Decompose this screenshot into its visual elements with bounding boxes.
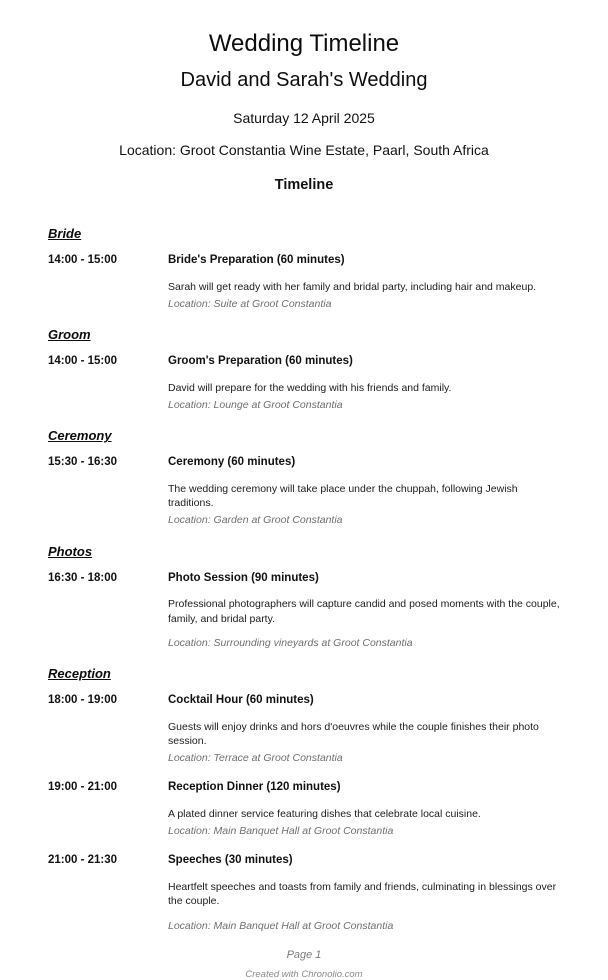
section-header: Photos xyxy=(48,543,93,559)
timeline-event xyxy=(48,254,560,311)
event-title: Reception Dinner (120 minutes) xyxy=(168,781,341,794)
credit-line: Created with Chronolio.com xyxy=(245,968,363,980)
event-location: Location: Surrounding vineyards at Groot Constantia xyxy=(168,636,413,649)
event-body xyxy=(168,781,560,838)
event-body xyxy=(168,456,560,527)
event-body xyxy=(168,572,560,650)
event-date: Saturday 12 April 2025 xyxy=(233,110,375,126)
event-time: 15:30 - 16:30 xyxy=(48,456,118,469)
event-description: Guests will enjoy drinks and hors d'oeuvres while the couple finishes their photo session. xyxy=(168,720,539,747)
section-ceremony xyxy=(48,428,560,527)
timeline-event xyxy=(48,854,560,932)
event-body xyxy=(168,694,560,765)
event-description: The wedding ceremony will take place under the chuppah, following Jewish traditions. xyxy=(168,483,518,510)
event-body xyxy=(168,854,560,932)
timeline-heading: Timeline xyxy=(274,177,334,193)
event-title: Photo Session (90 minutes) xyxy=(168,571,319,584)
section-bride xyxy=(48,226,560,311)
event-time: 14:00 - 15:00 xyxy=(48,355,118,368)
timeline-event xyxy=(48,456,560,527)
event-location: Location: Main Banquet Hall at Groot Constantia xyxy=(168,825,394,838)
event-time: 18:00 - 19:00 xyxy=(48,693,118,706)
event-time: 16:30 - 18:00 xyxy=(48,571,118,584)
section-header: Ceremony xyxy=(48,428,112,444)
event-time: 14:00 - 15:00 xyxy=(48,254,118,266)
section-reception xyxy=(48,666,560,933)
event-description: Sarah will get ready with her family and bridal party, including hair and makeup. xyxy=(168,280,537,293)
document-title: Wedding Timeline xyxy=(208,30,400,57)
section-groom xyxy=(48,327,560,412)
section-header: Groom xyxy=(48,327,91,343)
section-header: Bride xyxy=(48,226,82,241)
timeline-event xyxy=(48,781,560,838)
event-description: David will prepare for the wedding with his friends and family. xyxy=(168,381,452,394)
timeline-event xyxy=(48,694,560,765)
event-body xyxy=(168,254,560,311)
event-title: Groom's Preparation (60 minutes) xyxy=(168,355,353,368)
section-photos xyxy=(48,544,560,650)
event-time: 19:00 - 21:00 xyxy=(48,781,118,794)
event-title: Bride's Preparation (60 minutes) xyxy=(168,254,345,266)
event-title: Speeches (30 minutes) xyxy=(168,854,293,867)
event-location: Location: Main Banquet Hall at Groot Constantia xyxy=(168,919,394,932)
event-title: Cocktail Hour (60 minutes) xyxy=(168,693,314,706)
event-description: A plated dinner service featuring dishes that celebrate local cuisine. xyxy=(168,808,481,821)
page-number: Page 1 xyxy=(286,948,322,961)
timeline-event xyxy=(48,355,560,412)
document-subtitle: David and Sarah's Wedding xyxy=(180,69,428,91)
event-title: Ceremony (60 minutes) xyxy=(168,456,296,469)
event-description: Professional photographers will capture candid and posed moments with the couple, family, and bridal party. xyxy=(168,598,560,625)
event-description: Heartfelt speeches and toasts from family and friends, culminating in blessings over the couple. xyxy=(168,881,557,908)
page-footer xyxy=(48,949,560,980)
timeline-event xyxy=(48,572,560,650)
event-body xyxy=(168,355,560,412)
section-header: Reception xyxy=(48,665,111,681)
venue-location: Location: Groot Constantia Wine Estate, Paarl, South Africa xyxy=(119,142,489,158)
event-location: Location: Garden at Groot Constantia xyxy=(168,514,343,527)
event-location: Location: Terrace at Groot Constantia xyxy=(168,752,343,765)
event-location: Location: Suite at Groot Constantia xyxy=(168,297,332,310)
event-location: Location: Lounge at Groot Constantia xyxy=(168,399,343,412)
event-time: 21:00 - 21:30 xyxy=(48,854,118,867)
